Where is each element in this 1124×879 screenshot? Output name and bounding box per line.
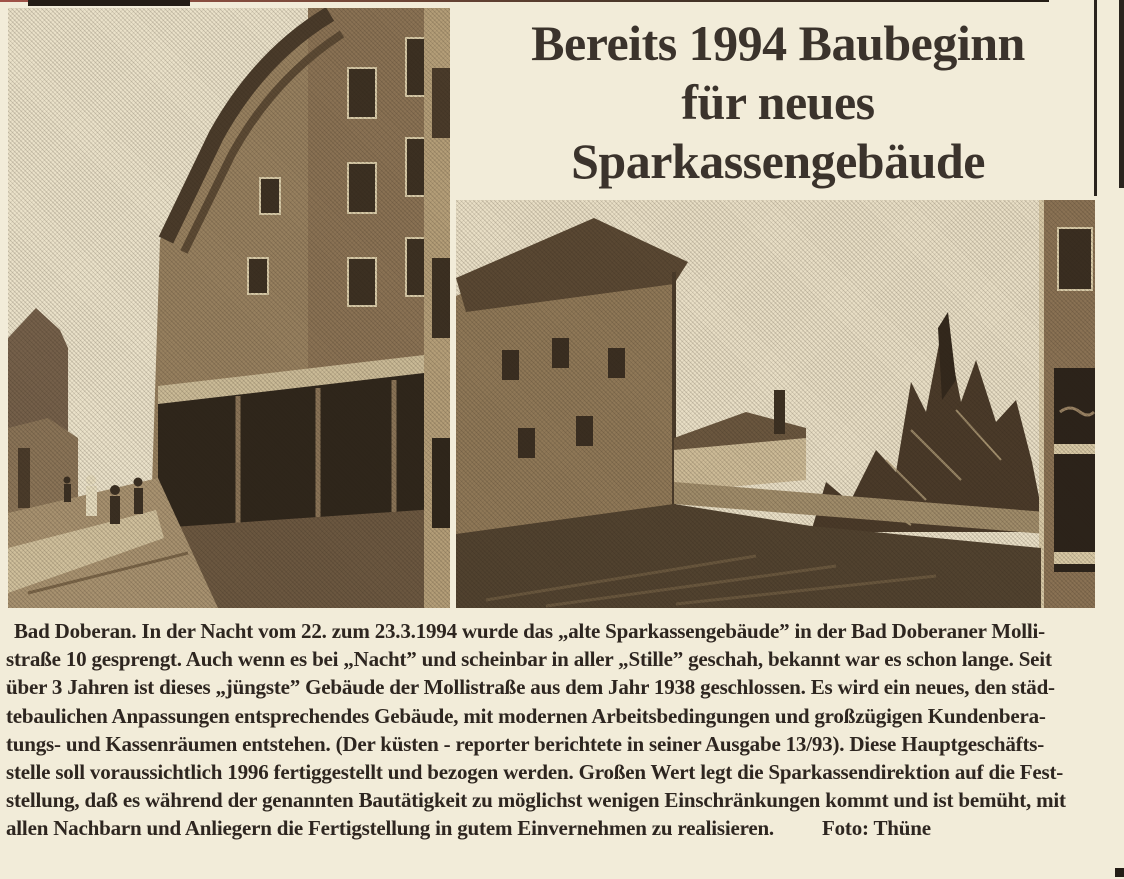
headline bbox=[460, 6, 1096, 198]
article-last-line bbox=[6, 814, 1106, 842]
article-line: tungs- und Kassenräumen entstehen. (Der küsten - reporter berichtete in seiner Ausgabe 13/93). Diese Hauptgeschäfts- bbox=[6, 731, 1045, 756]
article-line: über 3 Jahren ist dieses „jüngste” Gebäude der Mollistraße aus dem Jahr 1938 geschlossen. Es wird ein neues, den städ- bbox=[6, 675, 1055, 700]
article-paragraph bbox=[6, 617, 1106, 843]
near-right-building bbox=[424, 8, 450, 608]
photo-credit: Foto: Thüne bbox=[821, 816, 931, 841]
left-building bbox=[456, 218, 688, 540]
scan-edge-right-band bbox=[1119, 0, 1124, 188]
old-sparkasse-illustration bbox=[8, 8, 450, 608]
demolition-photo bbox=[456, 200, 1095, 608]
article-line: straße 10 gesprengt. Auch wenn es bei „Nacht” und scheinbar in aller „Stille” geschah, bekannt war es schon lange. Seit bbox=[6, 647, 1052, 672]
headline-line-2: für neues bbox=[681, 73, 875, 130]
article-line: stelle soll voraussichtlich 1996 fertiggestellt und bezogen werden. Großen Wert legt die Sparkassendirektion auf die Fest- bbox=[6, 760, 1064, 785]
article-line: tebaulichen Anpassungen entsprechendes Gebäude, mit modernen Arbeitsbedingungen und großzügigen Kundenbera- bbox=[6, 703, 1046, 728]
scan-edge-bottom-corner bbox=[1115, 868, 1124, 877]
scan-edge-top bbox=[28, 0, 190, 6]
article-last-line-text: allen Nachbarn und Anliegern die Fertigstellung in gutem Einvernehmen zu realisieren. bbox=[6, 816, 774, 841]
right-building bbox=[1039, 200, 1095, 608]
article-line: stellung, daß es während der genannten Bautätigkeit zu möglichst wenigen Einschränkungen kommt und ist bemüht, mit bbox=[6, 788, 1066, 813]
old-sparkasse-photo bbox=[8, 8, 450, 608]
headline-line-1: Bereits 1994 Baubeginn bbox=[531, 14, 1025, 71]
headline-line-3: Sparkassengebäude bbox=[571, 132, 985, 189]
demolition-illustration bbox=[456, 200, 1095, 608]
article-line: Bad Doberan. In der Nacht vom 22. zum 23.3.1994 wurde das „alte Sparkassengebäude” in der Bad Doberaner Molli- bbox=[14, 619, 1045, 643]
